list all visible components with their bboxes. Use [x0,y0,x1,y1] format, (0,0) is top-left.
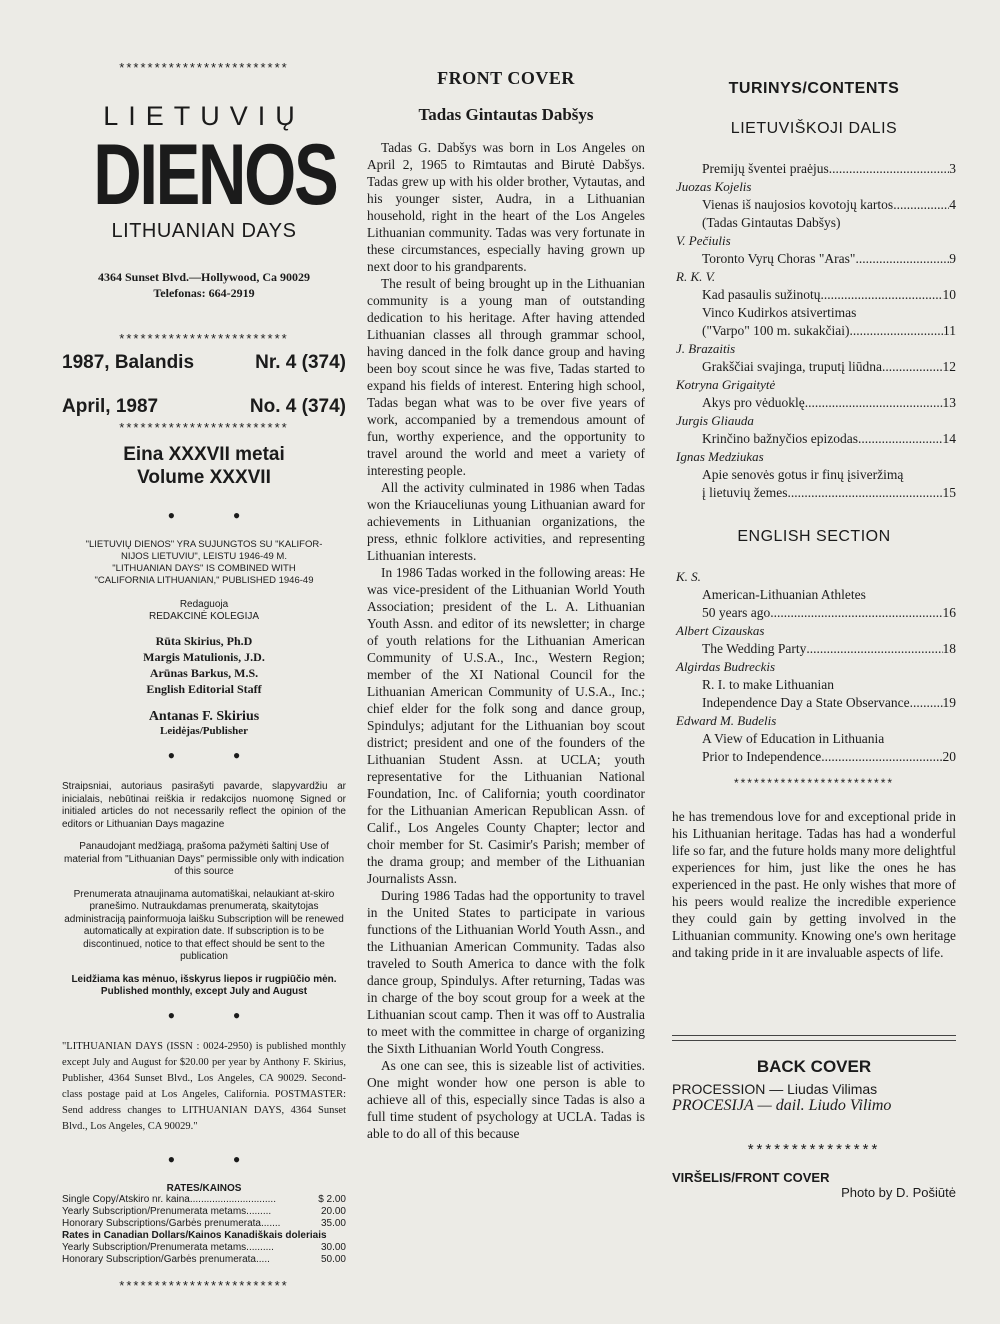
front-cover-label: VIRŠELIS/FRONT COVER [672,1170,830,1185]
toc-page-number: 11 [943,323,956,338]
rate-label: Honorary Subscriptions/Garbės prenumerata....... [62,1217,281,1229]
toc-entry-title: Apie senovės gotus ir finų įsiveržimą [702,467,904,482]
toc-entry-title: Grakščiai svajinga, truputį liūdna [702,359,882,374]
article-paragraph: In 1986 Tadas worked in the following areas: He was vice-president of the Lithuanian World Youth Association; president of the L. A. Lithuanian Youth Assn. and editor of its newsletter; in charge of youth relations for the Lithuanian American Community of U.S.A., Inc., Western Region; member of the XI National Council for the Lithuanian American Community of U.S.A., Inc.; chief elder for the folk song and dance group, Spindulys; adjutant for the Lithuanian boy scout district; president and one of the founders of the Lithuanian Student Assn. at UCLA; youth representative for the Lithuanian National Foundation, Inc. of California; youth coordinator for the Lithuanian American Republican Assn. of Calif., Los Angeles County Chapter; lector and choir member for St. Casimir's Parish; member of the drama group; and member of the Lithuanian Journalists Assn. [367,565,645,886]
issue-lt [62,352,346,374]
toc-entry-title: (Tadas Gintautas Dabšys) [702,215,841,230]
toc-author: V. Pečiulis [676,233,731,248]
contents-column [672,80,956,1200]
toc-entry-title: Akys pro vėduoklę [702,395,805,410]
toc-author: Albert Cizauskas [676,623,765,638]
toc-entry[interactable] [676,160,956,178]
rate-value: 20.00 [320,1205,346,1217]
kolegija-label: REDAKCINĖ KOLEGIJA [148,611,260,622]
toc-page-number: 12 [942,359,956,374]
staff-member: English Editorial Staff [146,682,262,696]
rate-value: 30.00 [320,1241,346,1253]
back-cover-en: PROCESSION — Liudas Vilimas [672,1081,878,1097]
article-continuation: he has tremendous love for and exceptional pride in his Lithuanian heritage. Tadas has had a wonderful life so far, and the future holds many more delightful experiences for him, just like the ones he has experienced in the past. He only wishes that more of his peers would realize the incredible experience they could gain by getting involved in the Lithuanian community. Knowing one's own heritage and taking pride in it are invaluable aspects of life. [672,809,956,960]
toc-entry[interactable] [676,748,956,766]
toc-entry[interactable] [676,484,956,502]
masthead-dienos: DIENOS [93,127,337,223]
staff-list [62,633,346,697]
toc-page-number: 15 [942,485,956,500]
publisher-name: Antanas F. Skirius [148,709,260,724]
monthly-notice [62,974,346,999]
toc-leader-dots [820,286,942,304]
rate-label: Rates in Canadian Dollars/Kainos Kanadiškais doleriais [62,1229,327,1241]
toc-leader-dots [916,694,942,712]
toc-leader-dots [858,430,943,448]
toc-page-number: 19 [942,695,956,710]
toc-entry-title: Vinco Kudirkos atsivertimas [702,305,857,320]
issue-en-date: April, 1987 [62,396,159,417]
staff-member: Rūta Skirius, Ph.D [155,634,253,648]
toc-entry[interactable] [676,394,956,412]
volume-en: Volume XXXVII [137,467,271,488]
toc-leader-dots [855,250,949,268]
redaguoja-label: Redaguoja [179,599,229,610]
toc-entry-title: Premijų šventei praėjus [702,161,829,176]
star-divider: *************** [747,1141,881,1158]
signed-notice: Straipsniai, autoriaus pasirašyti pavarde, slapyvardžiu ar inicialais, nebūtinai reiškia ir redakcijos nuomonę Signed or initialed articles do not necessarily reflect the opinion of the editors or Lithuanian Days magazine [62,781,346,830]
toc-author: Algirdas Budreckis [676,659,776,674]
rate-value: $ 2.00 [318,1193,346,1205]
publisher-title: Leidėjas/Publisher [159,725,248,737]
front-cover-article [367,68,645,1142]
toc-entry-title: The Wedding Party [702,641,807,656]
toc-entry-title: 50 years ago [702,605,771,620]
staff-member: Margis Matulionis, J.D. [143,650,265,664]
toc-entry-title: Vienas iš naujosios kovotojų kartos [702,197,894,212]
toc-entry[interactable] [676,196,956,214]
rates-table [62,1194,346,1266]
toc-entry-title: American-Lithuanian Athletes [702,587,866,602]
back-cover-title: BACK COVER [756,1057,872,1076]
rate-row [62,1194,346,1206]
rates-title: RATES/KAINOS [166,1182,242,1194]
bullet-dots: • • [167,1146,267,1172]
rate-label: Honorary Subscription/Garbės prenumerata..... [62,1253,270,1265]
toc-entry-title: Prior to Independence [702,749,822,764]
toc-entry-title: ("Varpo" 100 m. sukakčiai) [702,323,850,338]
monthly-lt: Leidžiama kas mėnuo, išskyrus liepos ir rugpiūčio mėn. [71,973,337,985]
issue-lt-nr: Nr. 4 (374) [255,352,346,373]
front-cover-subject: Tadas Gintautas Dabšys [418,105,594,124]
merge-notice-line: "CALIFORNIA LITHUANIAN," PUBLISHED 1946-49 [94,575,314,586]
toc-leader-dots [787,484,942,502]
volume-block [62,443,346,489]
masthead-column [62,60,346,1293]
merge-notice-line: "LIETUVIŲ DIENOS" YRA SUJUNGTOS SU "KALIFOR- [85,539,323,550]
toc-leader-dots [821,748,942,766]
volume-lt: Eina XXXVII metai [123,444,285,465]
address: 4364 Sunset Blvd.—Hollywood, Ca 90029 [97,270,311,284]
rate-row [62,1254,346,1266]
lt-section-title: LIETUVIŠKOJI DALIS [730,120,898,137]
toc-page-number: 4 [949,197,956,212]
en-section-title: ENGLISH SECTION [737,528,891,545]
toc-author: Jurgis Gliauda [676,413,754,428]
toc-entry-title: į lietuvių žemes [702,485,788,500]
staff-member: Arūnas Barkus, M.S. [149,666,259,680]
toc-entry[interactable] [676,250,956,268]
address-block [62,269,346,301]
bullet-dots: • • [167,743,267,768]
bullet-dots: • • [167,503,267,528]
back-cover-lt: PROCESIJA — dail. Liudo Vilimo [672,1097,892,1114]
toc-entry[interactable] [676,694,956,712]
merge-notice-line: NIJOS LIETUVIU", LEISTU 1946-49 M. [121,551,287,562]
article-paragraph: The result of being brought up in the Lithuanian community is a young man of outstanding dedication to his heritage. After having attended Lithuanian classes all through grammar school, having danced in the folk dance group and having been boy scout since he was five, Tadas started to expand his fields of interest. Entering high school, Tadas began what was to be over five years of work, accompanied by a tremendous amount of fun, worthy experience, and the opportunity to travel around the world and meet a variety of interesting people. [367,276,645,478]
article-body [367,139,645,1142]
toc-leader-dots [893,196,949,214]
source-notice: Panaudojant medžiagą, prašoma pažymėti šaltinį Use of material from "Lithuanian Days" permissible only with indication of this source [64,841,344,877]
toc-entry-title: Krinčino bažnyčios epizodas [702,431,858,446]
toc-entry-title: Kad pasaulis sužinotų [702,287,821,302]
toc-entry-title: Independence Day a State Observance.. [702,695,917,710]
toc-page-number: 16 [942,605,956,620]
toc-entry-title: Toronto Vyrų Choras "Aras" [702,251,856,266]
toc-author: Edward M. Budelis [676,713,777,728]
issue-en-nr: No. 4 (374) [249,396,346,417]
bullet-dots: • • [167,1002,267,1028]
rate-row [62,1218,346,1230]
toc-entry[interactable] [676,430,956,448]
toc-page-number: 13 [942,395,956,410]
toc-author: K. S. [676,569,701,584]
divider-rule [672,1035,956,1041]
star-divider: ************************ [733,776,895,790]
star-divider: ************************ [119,331,289,346]
toc-entry[interactable] [676,358,956,376]
masthead-lietuviu: LIETUVIŲ [103,101,305,131]
monthly-en: Published monthly, except July and August [100,986,308,997]
contents-title: TURINYS/CONTENTS [728,80,900,97]
rate-row [62,1206,346,1218]
article-paragraph: As one can see, this is sizeable list of activities. One might wonder how one person is able to achieve all of this, especially since Tadas is also a full time student of psychology at UCLA. Tadas is able to do all of this because [367,1058,645,1141]
article-paragraph: All the activity culminated in 1986 when Tadas won the Kriauceliunas young Lithuanian award for achievements in Lithuanian organizations, the press, ethnic folklore activities, and representing Lithuanian interests. [367,480,645,563]
toc-leader-dots [829,160,950,178]
star-divider: ************************ [119,1277,289,1293]
star-divider: ************************ [119,60,289,75]
front-cover-heading: FRONT COVER [437,68,575,88]
masthead-lithuanian-days: LITHUANIAN DAYS [111,220,297,242]
editorial-board [62,599,346,623]
toc-leader-dots [806,640,942,658]
toc-page-number: 3 [949,161,956,176]
toc-author: Juozas Kojelis [676,179,752,194]
toc-page-number: 18 [942,641,956,656]
issue-lt-date: 1987, Balandis [62,352,195,373]
toc-entry-title: A View of Education in Lithuania [702,731,885,746]
issn-statement: "LITHUANIAN DAYS (ISSN : 0024-2950) is published monthly except July and August for $20.00 per year by Anthony F. Skirius, Publisher, 4364 Sunset Blvd., Los Angeles, CA 90029. Second-class postage paid at Los Angeles, California. POSTMASTER: Send address changes to LITHUANIAN DAYS, 4364 Sunset Blvd., Los Angeles, CA 90029." [62,1040,346,1132]
toc-entry[interactable] [676,640,956,658]
article-paragraph: Tadas G. Dabšys was born in Los Angeles on April 2, 1965 to Rimtautas and Birutė Dabšys. Tadas grew up with his older brother, Vytautas, and his younger sister, Audra, in a Lithuanian household, right in the heart of the Los Angeles Lithuanian community. Tadas was very fortunate in these circumstances, especially having grown up next door to his grandparents. [367,140,645,274]
toc-page-number: 14 [942,431,956,446]
rate-label: Yearly Subscription/Prenumerata metams.......... [62,1241,274,1253]
toc-entry-title: R. I. to make Lithuanian [702,677,834,692]
toc-page-number: 9 [949,251,956,266]
photo-credit: Photo by D. Pošiūtė [841,1185,956,1200]
rate-row [62,1230,346,1242]
toc-page-number: 20 [942,749,956,764]
rate-value: 50.00 [320,1253,346,1265]
merge-notice [62,539,346,587]
rate-label: Single Copy/Atskiro nr. kaina............................... [62,1193,276,1205]
toc-leader-dots [805,394,943,412]
renewal-notice: Prenumerata atnaujinama automatiškai, nelaukiant at-skiro pranešimo. Nutraukdamas prenumeratą, skaitytojas administraciją painformuoja laišku Subscription will be renewed automatically at expiration date. If subscription is to be discontinued, notice to that effect should be sent to the publication [64,888,344,962]
toc-author: Ignas Medziukas [676,449,764,464]
toc-leader-dots [882,358,943,376]
article-paragraph: During 1986 Tadas had the opportunity to travel in the United States to participate in various functions of the Lithuanian World Youth Assn., and the Lithuanian American Community. Tadas also traveled to South America to dance with the folk dance group, Spindulys. After returning, Tadas was in charge of the boy scout group for a week at the Lithuanian scout camp. Then it was off to Australia to meet with the committee in charge of organizing the Sixth Lithuanian World Youth Congress. [367,888,645,1056]
toc-leader-dots [850,322,944,340]
toc-entry[interactable] [676,286,956,304]
toc-page-number: 10 [942,287,956,302]
toc-author: R. K. V. [676,269,716,284]
toc-author: J. Brazaitis [676,341,736,356]
toc-leader-dots [770,604,942,622]
rate-row [62,1242,346,1254]
star-divider: ************************ [119,420,289,435]
rate-label: Yearly Subscription/Prenumerata metams......... [62,1205,272,1217]
phone: Telefonas: 664-2919 [153,286,255,300]
en-contents-list [672,568,956,766]
issue-en [62,396,346,418]
rate-value: 35.00 [320,1217,346,1229]
toc-entry[interactable] [676,322,956,340]
merge-notice-line: "LITHUANIAN DAYS" IS COMBINED WITH [112,563,296,574]
toc-author: Kotryna Grigaitytė [676,377,776,392]
toc-entry[interactable] [676,604,956,622]
lt-contents-list [672,160,956,502]
